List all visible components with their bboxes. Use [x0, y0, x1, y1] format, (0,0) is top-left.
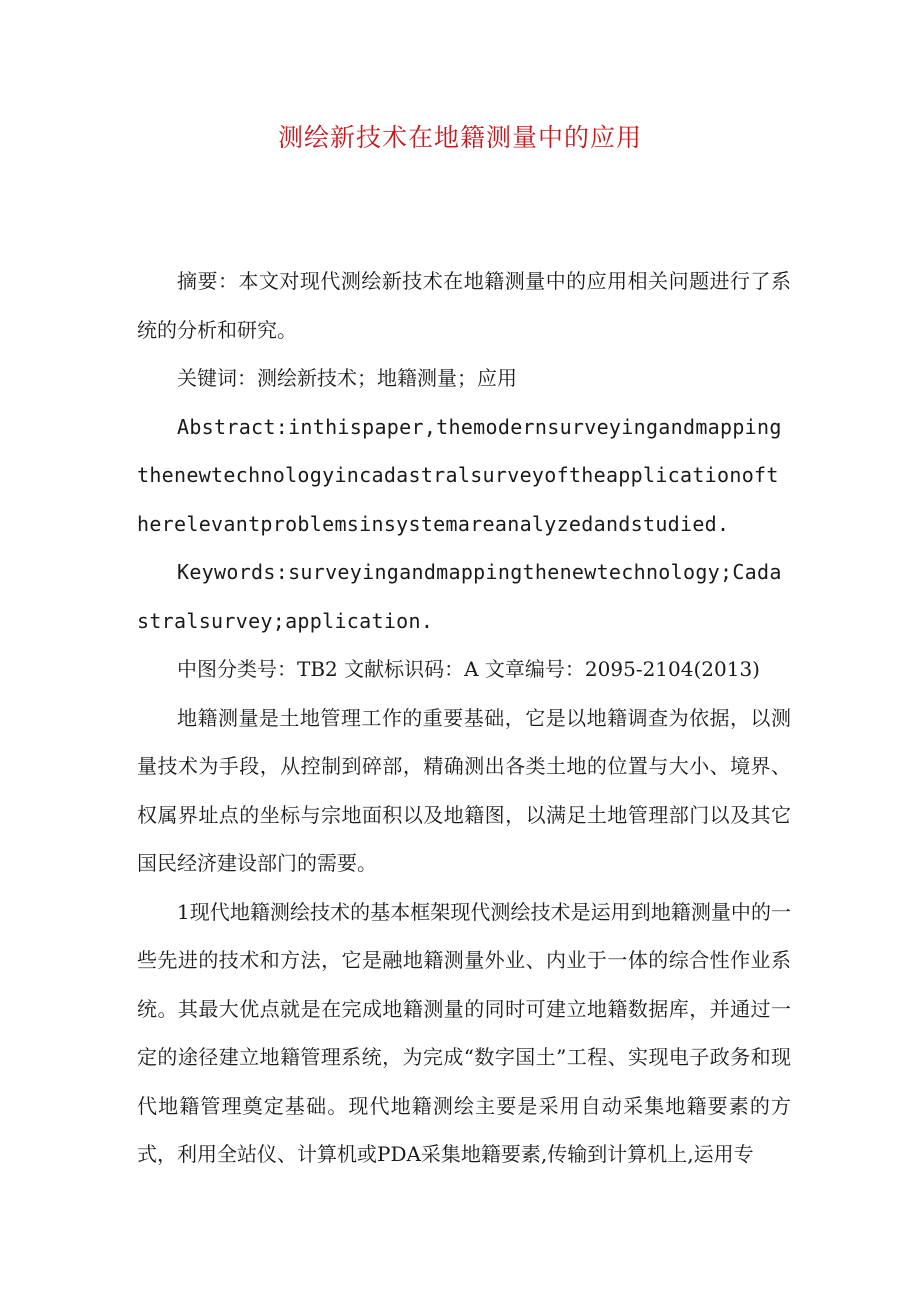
abstract-cn: 摘要：本文对现代测绘新技术在地籍测量中的应用相关问题进行了系统的分析和研究。	[137, 269, 791, 342]
abstract-en: Abstract:inthispaper,themodernsurveyingandmappingthenewtechnologyincadastralsurveyoftheapplicationoftherelevantproblemsinsystemareanalyzedandstudied.	[137, 414, 782, 536]
classification-line: 中图分类号：TB2 文献标识码：A 文章编号：2095-2104(2013)	[177, 657, 760, 681]
paragraph-2: 1现代地籍测绘技术的基本框架现代测绘技术是运用到地籍测量中的一些先进的技术和方法，它是融地籍测量外业、内业于一体的综合性作业系统。其最大优点就是在完成地籍测量的同时可建立地籍数据库，并通过一定的途径建立地籍管理系统，为完成“数字国土”工程、实现电子政务和现代地籍管理奠定基础。现代地籍测绘主要是采用自动采集地籍要素的方式，利用全站仪、计算机或PDA采集地籍要素,传输到计算机上,运用专	[137, 899, 791, 1166]
paragraph-1: 地籍测量是土地管理工作的重要基础，它是以地籍调查为依据，以测量技术为手段，从控制到碎部，精确测出各类土地的位置与大小、境界、权属界址点的坐标与宗地面积以及地籍图，以满足土地管理部门以及其它国民经济建设部门的需要。	[137, 705, 791, 875]
keywords-en: Keywords:surveyingandmappingthenewtechnology;Cadastralsurvey;application.	[137, 560, 782, 633]
document-body	[137, 257, 791, 1179]
document-title: 测绘新技术在地籍测量中的应用	[277, 123, 642, 152]
keywords-cn: 关键词：测绘新技术；地籍测量；应用	[177, 366, 517, 390]
